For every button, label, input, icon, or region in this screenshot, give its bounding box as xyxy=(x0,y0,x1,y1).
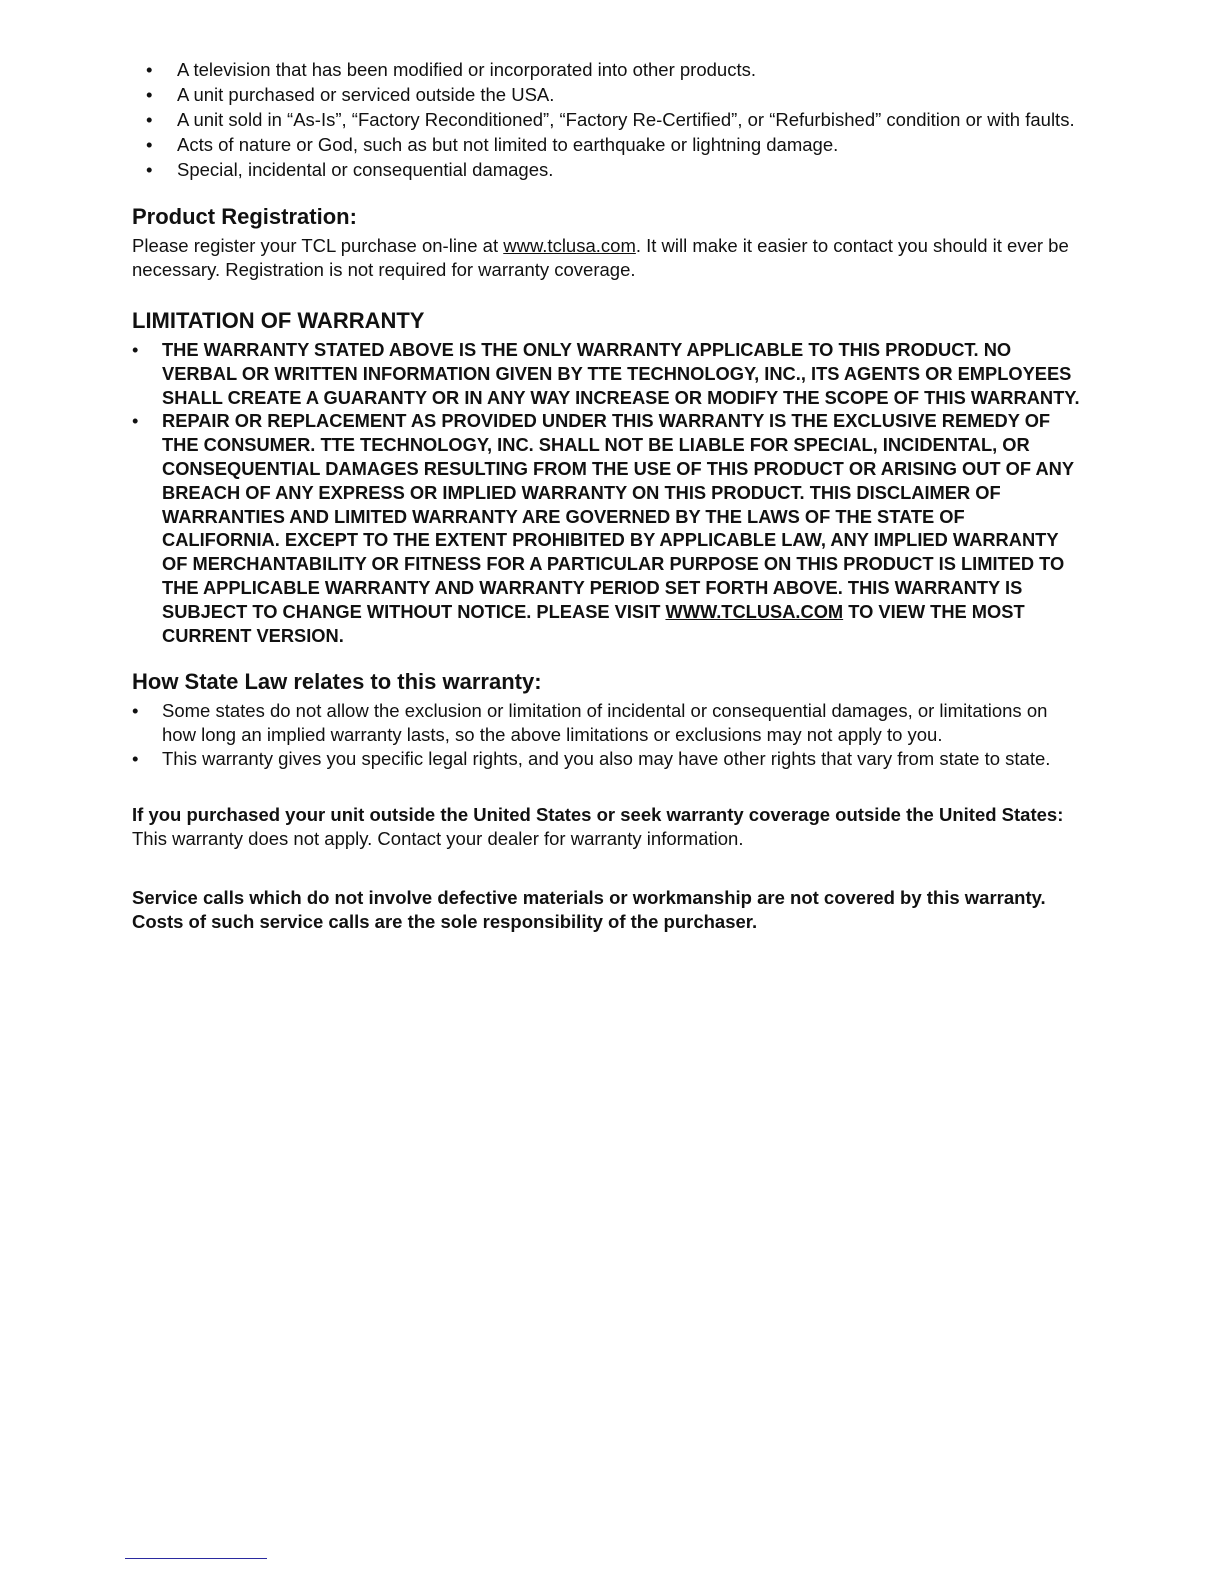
service-calls-paragraph: Service calls which do not involve defective materials or workmanship are not covered by this warranty. Costs of such service calls are the sole responsibility of the purchaser. xyxy=(132,887,1046,933)
tclusa-caps-link[interactable]: WWW.TCLUSA.COM xyxy=(665,600,844,622)
footnote-divider xyxy=(125,1558,267,1559)
limitation-heading: LIMITATION OF WARRANTY xyxy=(132,308,425,333)
tclusa-link[interactable]: www.tclusa.com xyxy=(503,235,636,256)
list-item: • Some states do not allow the exclusion or limitation of incidental or consequential damages, or limitations on how long an implied warranty lasts, so the above limitations or exclusions may not apply to you. xyxy=(132,699,1082,747)
state-law-list xyxy=(132,699,1082,771)
limitation-list xyxy=(132,338,1082,647)
remedy-text: REPAIR OR REPLACEMENT AS PROVIDED UNDER THIS WARRANTY IS THE EXCLUSIVE REMEDY OF THE CONSUMER. TTE TECHNOLOGY, INC. SHALL NOT BE LIABLE FOR SPECIAL, INCIDENTAL, OR CONSEQUENTIAL DAMAGES RESULTING FROM THE USE OF THIS PRODUCT OR ARISING OUT OF ANY BREACH OF ANY EXPRESS OR IMPLIED WARRANTY ON THIS PRODUCT. THIS DISCLAIMER OF WARRANTIES AND LIMITED WARRANTY ARE GOVERNED BY THE LAWS OF THE STATE OF CALIFORNIA. EXCEPT TO THE EXTENT PROHIBITED BY APPLICABLE LAW, ANY IMPLIED WARRANTY OF MERCHANTABILITY OR FITNESS FOR A PARTICULAR PURPOSE ON THIS PRODUCT IS LIMITED TO THE APPLICABLE WARRANTY AND WARRANTY PERIOD SET FORTH ABOVE. THIS WARRANTY IS SUBJECT TO CHANGE WITHOUT NOTICE. PLEASE VISIT xyxy=(162,410,1074,622)
registration-paragraph xyxy=(132,234,1082,282)
outside-us-paragraph xyxy=(132,803,1082,851)
list-item: • A unit sold in “As-Is”, “Factory Reconditioned”, “Factory Re-Certified”, or “Refurbished” condition or with faults. xyxy=(132,108,1082,132)
outside-us-bold: If you purchased your unit outside the United States or seek warranty coverage outside the United States: xyxy=(132,804,1064,826)
registration-text-before: Please register your TCL purchase on-line at xyxy=(132,235,504,256)
outside-us-text: This warranty does not apply. Contact your dealer for warranty information. xyxy=(132,828,744,850)
limitation-item-remedy xyxy=(132,409,1082,647)
list-item: • A unit purchased or serviced outside the USA. xyxy=(132,83,1082,107)
list-item: • This warranty gives you specific legal rights, and you also may have other rights that vary from state to state. xyxy=(132,747,1082,771)
state-law-heading: How State Law relates to this warranty: xyxy=(132,669,542,695)
list-item: • Special, incidental or consequential damages. xyxy=(132,158,1082,182)
exclusions-list xyxy=(132,58,1082,182)
document-page xyxy=(132,58,1082,934)
limitation-item-scope: • THE WARRANTY STATED ABOVE IS THE ONLY WARRANTY APPLICABLE TO THIS PRODUCT. NO VERBAL OR WRITTEN INFORMATION GIVEN BY TTE TECHNOLOGY, INC., ITS AGENTS OR EMPLOYEES SHALL CREATE A GUARANTY OR IN ANY WAY INCREASE OR MODIFY THE SCOPE OF THIS WARRANTY. xyxy=(132,338,1082,409)
remedy-text-end: TO VIEW THE MOST CURRENT VERSION. xyxy=(162,600,1025,646)
list-item: • A television that has been modified or incorporated into other products. xyxy=(132,58,1082,82)
list-item: • Acts of nature or God, such as but not limited to earthquake or lightning damage. xyxy=(132,133,1082,157)
registration-text-after: . It will make it easier to contact you should it ever be necessary. Registration is not required for warranty coverage. xyxy=(132,235,1069,280)
product-registration-heading: Product Registration: xyxy=(132,204,357,229)
